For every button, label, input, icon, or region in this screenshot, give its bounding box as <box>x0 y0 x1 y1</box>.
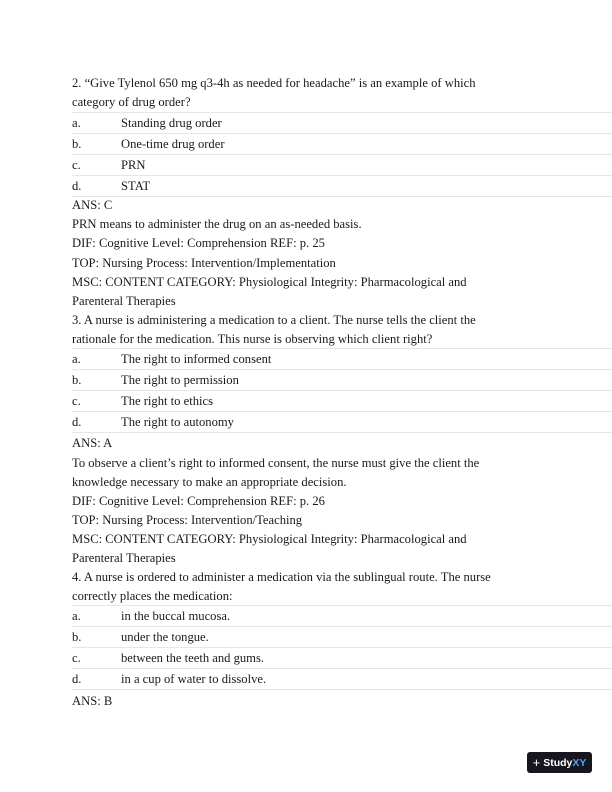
q3-option-a: a. The right to informed consent <box>72 348 612 370</box>
q4-option-a: a. in the buccal mucosa. <box>72 605 612 627</box>
q3-option-b: b. The right to permission <box>72 370 612 391</box>
q3-msc-line1: MSC: CONTENT CATEGORY: Physiological Integrity: Pharmacological and <box>72 532 467 546</box>
q4-option-d: d. in a cup of water to dissolve. <box>72 669 612 690</box>
q3-msc-line2: Parenteral Therapies <box>72 551 176 565</box>
studyxy-logo-badge[interactable] <box>527 752 592 773</box>
q3-rationale-line2: knowledge necessary to make an appropriate decision. <box>72 475 347 489</box>
q2-dif: DIF: Cognitive Level: Comprehension REF: p. 25 <box>72 236 325 250</box>
q2-option-c: c. PRN <box>72 155 612 176</box>
q2-option-a: a. Standing drug order <box>72 112 612 134</box>
q4-option-b: b. under the tongue. <box>72 627 612 648</box>
q4-stem-line1: 4. A nurse is ordered to administer a medication via the sublingual route. The nurse <box>72 570 491 584</box>
q3-stem-line1: 3. A nurse is administering a medication to a client. The nurse tells the client the <box>72 313 476 327</box>
q2-answer: ANS: C <box>72 198 113 212</box>
q3-option-c: c. The right to ethics <box>72 391 612 412</box>
q3-options <box>72 348 612 433</box>
q2-option-b: b. One-time drug order <box>72 134 612 155</box>
q4-stem-line2: correctly places the medication: <box>72 589 233 603</box>
q2-msc-line1: MSC: CONTENT CATEGORY: Physiological Integrity: Pharmacological and <box>72 275 467 289</box>
q3-top: TOP: Nursing Process: Intervention/Teaching <box>72 513 303 527</box>
q4-answer: ANS: B <box>72 694 113 708</box>
q2-options <box>72 112 612 197</box>
q2-stem-line2: category of drug order? <box>72 95 191 109</box>
q2-rationale: PRN means to administer the drug on an as-needed basis. <box>72 217 362 231</box>
q2-stem-line1: 2. “Give Tylenol 650 mg q3-4h as needed for headache” is an example of which <box>72 76 476 90</box>
brand-name-part1: Study <box>543 756 573 769</box>
brand-name-part2: XY <box>572 756 587 769</box>
q3-dif: DIF: Cognitive Level: Comprehension REF: p. 26 <box>72 494 325 508</box>
q3-answer: ANS: A <box>72 436 113 450</box>
q3-option-d: d. The right to autonomy <box>72 412 612 433</box>
q4-option-c: c. between the teeth and gums. <box>72 648 612 669</box>
q2-msc-line2: Parenteral Therapies <box>72 294 176 308</box>
q4-options <box>72 605 612 690</box>
q2-option-d: d. STAT <box>72 176 612 197</box>
q3-stem-line2: rationale for the medication. This nurse is observing which client right? <box>72 332 433 346</box>
q3-rationale-line1: To observe a client’s right to informed consent, the nurse must give the client the <box>72 456 480 470</box>
q2-top: TOP: Nursing Process: Intervention/Implementation <box>72 256 336 270</box>
plus-icon: + <box>532 755 541 770</box>
